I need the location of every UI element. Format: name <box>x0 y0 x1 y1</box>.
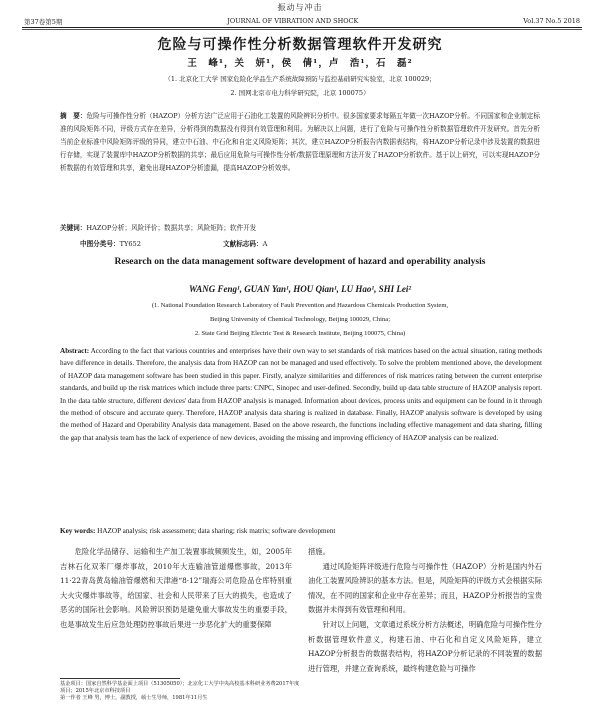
english-abstract <box>60 345 542 444</box>
doc-label: 文献标志码： <box>223 240 263 248</box>
chinese-title: 危险与可操作性分析数据管理软件开发研究 <box>157 37 443 53</box>
chinese-keywords <box>60 222 540 232</box>
english-keywords-text: HAZOP analysis; risk assessment; data sharing; risk matrix; software development <box>97 527 336 535</box>
chinese-abstract <box>60 110 540 175</box>
chinese-abstract-label: 摘 要： <box>60 112 87 120</box>
body-paragraph: 通过风险矩阵评级进行危险与可操作性（HAZOP）分析是国内外石油化工装置风险辨识的基本方法。但是，风险矩阵的评级方式会根据实际情况，在不同的国家和企业中存在差异；而且，HAZOP分析报告的宝贵数据并未得到有效管理和利用。 <box>308 561 542 615</box>
footnote-funding: 基金项目：国家自然科学基金面上项目（51305050）；北京化工大学中央高校基本科研业务费2017年度项目；2015年北京市科技项目 <box>60 681 300 694</box>
running-header <box>24 17 580 26</box>
chinese-affiliation-2: 2. 国网北京市电力科学研究院，北京 100075） <box>230 89 370 97</box>
classification-line <box>80 238 560 248</box>
english-title: Research on the data management software development of hazard and operability analysis <box>114 257 486 267</box>
journal-english-name: JOURNAL OF VIBRATION AND SHOCK <box>227 17 359 25</box>
body-column-left <box>60 545 292 633</box>
header-rule <box>22 27 582 28</box>
header-rule-thin <box>22 29 582 30</box>
english-keywords <box>60 527 542 535</box>
body-paragraph: 针对以上问题，文章通过系统分析方法概述，明确危险与可操作性分析数据管理软件意义，构建石油、中石化和自定义风险矩阵，建立HAZOP分析报告的数据表结构，将HAZOP分析记录的不同装置的数据进行管理，并建立查询系统，最终构建危险与可操作 <box>308 619 542 673</box>
chinese-affiliation-1: （1. 北京化工大学 国家危险化学品生产系统故障预防与监控基础研究实验室，北京 100029； <box>164 75 436 83</box>
footnote-author: 第一作者 王峰 男，博士，副教授，硕士生导师，1981年11月生 <box>60 695 208 701</box>
footnote-rule <box>60 678 180 679</box>
footnote <box>60 681 300 702</box>
volume-issue-en: Vol.37 No.5 2018 <box>523 17 580 25</box>
english-affiliation-2: Beijing University of Chemical Technology, Beijing 100029, China; <box>209 316 391 323</box>
chinese-abstract-text: 危险与可操作性分析（HAZOP）分析方法广泛应用于石油化工装置的风险辨识分析中。很多国家要求每隔五年做一次HAZOP分析。不同国家和企业制定标准的风险矩阵不同，评级方式存在差异，分析得到的数据没有得到有效管理和利用。为解决以上问题，进行了危险与可操作性分析数据管理软件开发研究。首先分析当前企业标准中风险矩阵评级的异同，建立中石油、中石化和自定义风险矩阵；其次，建立HAZOP分析报告内数据表结构，将HAZOP分析记录中涉及装置的数据进行存储，实现了装置库中HAZOP分析数据的共享；最后应用危险与可操作性分析/数据管理原理和方法开发了HAZOP分析软件。基于以上研究，可以实现HAZOP分析数据的有效管理和共享，避免出现HAZOP分析遗漏，提高HAZOP分析效率。 <box>60 112 540 172</box>
chinese-keywords-text: HAZOP分析；风险评价；数据共享；风险矩阵；软件开发 <box>86 224 257 232</box>
volume-issue-cn: 第37卷第5期 <box>24 18 63 26</box>
english-affiliation-1: (1. National Foundation Research Laboratory of Fault Prevention and Hazardous Chemicals Production System, <box>151 302 449 309</box>
english-authors: WANG Feng¹, GUAN Yan¹, HOU Qian¹, LU Hao¹, SHI Lei² <box>188 284 412 294</box>
body-paragraph: 措施。 <box>308 547 330 556</box>
body-column-right <box>308 545 542 676</box>
english-keywords-label: Key words: <box>60 527 96 535</box>
journal-name: 振动与冲击 <box>277 3 323 12</box>
chinese-keywords-label: 关键词： <box>60 224 87 232</box>
body-paragraph: 危险化学品储存、运输和生产加工装置事故频频发生，如，2005年吉林石化双苯厂爆炸事故，2010年大连输油管道爆燃事故，2013年11·22青岛黄岛输油管爆燃和天津港“8·12”瑞海公司危险品仓库特别重大火灾爆炸事故等，给国家、社会和人民带来了巨大的损失，也造成了恶劣的国际社会影响。风险辨识预防是避免重大事故发生的重要手段，也是事故发生后应急处理防控事故后果进一步恶化扩大的重要保障 <box>60 547 292 629</box>
english-abstract-text: According to the fact that various countries and enterprises have their own way to set standards of risk matrices based on the actual situation, rating methods have difference in details. Therefore, the analysis data from HAZOP can not be managed and used effectively. To solve the problem mentioned above, the development of HAZOP data management software has been studied in this paper. Firstly, analyze similarities and differences of risk matrices rating between the current enterprise standards, and build up the risk matrices which include three parts: CNPC, Sinopec and user-defined. Secondly, build up data table structure of HAZOP analysis report. In the data table structure, different devices' data from HAZOP analysis is managed. Information about devices, process units and equipment can be found in it through the method of obscure and accurate query. Therefore, HAZOP analysis data sharing is realized in database. Finally, HAZOP analysis software is developed by using the method of Hazard and Operability Analysis data management. Based on the above research, the functions including effective management and data sharing, filling the gap that analysis team has the lack of experience of new devices, avoiding the missing and improving efficiency of HAZOP analysis can be realized. <box>60 347 542 442</box>
english-abstract-label: Abstract: <box>60 347 90 355</box>
cls-code: TY652 <box>119 240 141 248</box>
doc-code: A <box>262 240 268 248</box>
cls-label: 中图分类号： <box>80 240 120 248</box>
english-affiliation-3: 2. State Grid Beijing Electric Test & Research Institute, Beijing 100075, China) <box>194 330 406 337</box>
chinese-authors: 王 峰¹，关 妍¹，侯 倩¹，卢 浩¹，石 磊² <box>187 58 413 69</box>
